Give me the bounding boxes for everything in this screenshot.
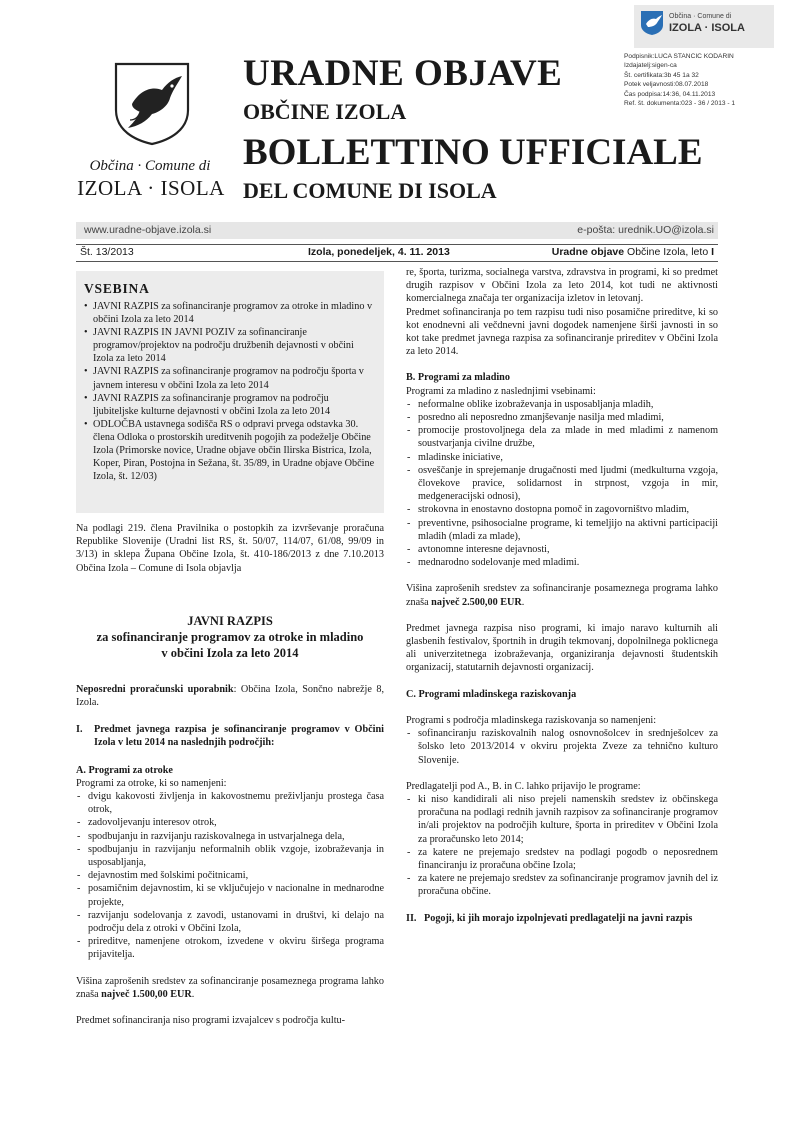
- list-item: - neformalne oblike izobraževanja in usposabljanja mladih,: [406, 398, 718, 411]
- events-paragraph: Predmet sofinanciranja po tem razpisu tudi niso posamične prireditve, ki so kot enodnevni ali večdnevni javni dogodek namenjene širši javnosti in so kot take predmet javnega razpisa za sofinanciranje prireditev v Občini Izola za leto 2014.: [406, 306, 718, 358]
- call-subtitle-2: v občini Izola za leto 2014: [161, 645, 299, 660]
- table-of-contents: [84, 300, 376, 483]
- divider-top: [76, 244, 718, 245]
- section-number: II.: [406, 912, 417, 924]
- signature-line: Potek veljavnosti:08.07.2018: [624, 81, 709, 89]
- signature-logo-icon: [640, 10, 664, 36]
- section-text: Predmet javnega razpisa je sofinanciranje programov v Občini Izola v letu 2014 na naslednjih področjih:: [94, 724, 384, 749]
- list-item: - zadovoljevanju interesov otrok,: [76, 816, 384, 829]
- list-item: - promocije prostovoljnega dela za mlade in med mladimi z namenom soustvarjanja civilne družbe,: [406, 424, 718, 450]
- digital-signature-info: [624, 52, 789, 108]
- table-of-contents-title: VSEBINA: [84, 281, 150, 296]
- call-title: JAVNI RAZPIS: [187, 613, 273, 628]
- list-item: - sofinanciranju raziskovalnih nalog osnovnošolcev in srednješolcev za šolsko leto 2013/2014 v okviru projekta Zveze za tehnično kulturo Slovenije.: [406, 727, 718, 767]
- amount-b-paragraph: [406, 582, 718, 608]
- amount-a-text: Višina zaprošenih sredstev za sofinanciranje posameznega programa lahko znaša: [76, 975, 384, 1000]
- amount-a-end: .: [191, 988, 195, 1000]
- list-item: - za katere ne prejemajo sredstev na podlagi pogodb o neposrednem financiranju iz proračuna občine Izola;: [406, 846, 718, 872]
- section-ii-heading: [406, 912, 718, 925]
- toc-item[interactable]: • JAVNI RAZPIS za sofinanciranje programov na področju športa v javnem interesu v občini Izola za leto 2014: [84, 365, 376, 391]
- toc-item[interactable]: • ODLOČBA ustavnega sodišča RS o odpravi prvega odstavka 30. člena Odloka o prostorskih ureditvenih pogojih za podeželje Občine Izola (Primorske novice, Uradne objave občin Ilirska Bistrica, Izola, Koper, Piran, Postojna in Sežana, št. 35/89, in Uradne objave Občine Izola, št. 12/03): [84, 418, 376, 483]
- toc-item[interactable]: • JAVNI RAZPIS za sofinanciranje programov na področju ljubiteljske kulturne dejavnosti v občini Izola za leto 2014: [84, 392, 376, 418]
- subsection-c-heading: C. Programi mladinskega raziskovanja: [406, 688, 577, 700]
- budget-user-paragraph: [76, 683, 384, 709]
- signature-line: Št. certifikata:3b 45 1a 32: [624, 71, 699, 79]
- publication-year: I: [711, 246, 714, 258]
- list-item: - posredno ali neposredno zmanjševanje nasilja med mladimi,: [406, 411, 718, 424]
- list-item: - ki niso kandidirali ali niso prejeli namenskih sredstev iz občinskega proračuna na podlagi rednih javnih razpisov za sofinanciranje programov in/ali projektov na področjih kulture, športa in prireditev v Občini Izola za proračunsko leto 2014;: [406, 793, 718, 846]
- exclusion-paragraph: Predmet sofinanciranja niso programi izvajalcev s področja kultu-: [76, 1015, 346, 1027]
- section-text: Pogoji, ki jih morajo izpolnjevati predlagatelji na javni razpis: [424, 912, 693, 924]
- budget-user-text: : Občina Izola, Sončno nabrežje 8, Izola.: [76, 683, 384, 709]
- amount-a-paragraph: [76, 975, 384, 1001]
- list-item: - preventivne, psihosocialne programe, ki temeljijo na aktivni participaciji mladih (mladi za mlade),: [406, 517, 718, 543]
- subsection-a-heading: A. Programi za otroke: [76, 764, 173, 776]
- subtitle-slovene: OBČINE IZOLA: [243, 99, 407, 124]
- list-item: - posamičnim dejavnostim, ki se vključujejo v nacionalne in mednarodne projekte,: [76, 882, 384, 908]
- toc-item[interactable]: • JAVNI RAZPIS za sofinanciranje programov za otroke in mladino v občini Izola za leto 2014: [84, 300, 376, 326]
- signature-logo-text-small: Občina · Comune di: [669, 13, 732, 20]
- title-italian: BOLLETTINO UFFICIALE: [243, 132, 703, 173]
- issue-date: Izola, ponedeljek, 4. 11. 2013: [308, 246, 450, 258]
- municipality-name: IZOLA · ISOLA: [77, 176, 225, 200]
- amount-b-end: .: [521, 596, 525, 608]
- list-item: - za katere ne prejemajo sredstev za sofinanciranje programov javnih del iz proračuna občine.: [406, 872, 718, 898]
- list-item: - spodbujanju in razvijanju raziskovalnega in ustvarjalnega dela,: [76, 830, 384, 843]
- issue-number: Št. 13/2013: [80, 246, 134, 258]
- toc-item[interactable]: • JAVNI RAZPIS IN JAVNI POZIV za sofinanciranje programov/projektov na področju družbenih dejavnosti v občini Izola za leto 2014: [84, 326, 376, 365]
- signature-line: Čas podpisa:14:36, 04.11.2013: [624, 90, 716, 98]
- subtitle-italian: DEL COMUNE DI ISOLA: [243, 178, 497, 203]
- budget-user-label: Neposredni proračunski uporabnik: [76, 683, 234, 695]
- continuation-paragraph: re, športa, turizma, socialnega varstva, zdravstva in programi, ki so predmet drugih razpisov v Občini Izola za leto 2014, kot tudi ne aktivnosti komercialnega značaja ter organizacija izletov in letovanj.: [406, 267, 718, 305]
- list-item: - mednarodno sodelovanje med mladimi.: [406, 556, 718, 569]
- publication-year-label: Občine Izola, leto: [624, 246, 712, 258]
- contact-bar: [76, 222, 718, 239]
- list-item: - osveščanje in sprejemanje drugačnosti med ljudmi (medkulturna vzgoja, človekove pravice, solidarnost in strpnost, vzgoja in mir, medgeneracijski odnosi),: [406, 464, 718, 504]
- section-i-heading: [76, 723, 384, 749]
- divider-bottom: [76, 261, 718, 262]
- signature-line: Podpisnik:LUCA STANCIC KODARIN: [624, 53, 734, 60]
- festival-exclusion-paragraph: Predmet javnega razpisa niso programi, ki imajo naravo kulturnih ali glasbenih festivalov, športnih in drugih tekmovanj, dopolnilnega poklicnega ali univerzitetnega izobraževanja, organiziranja dejavnosti študentskih organizacij, statutarnih dejavnosti organizacij.: [406, 622, 718, 674]
- publication-name: Uradne objave: [551, 246, 625, 258]
- publication-label: [552, 246, 714, 258]
- intro-paragraph: Na podlagi 219. člena Pravilnika o postopkih za izvrševanje proračuna Republike Slovenije (Uradni list RS, št. 50/07, 114/07, 61/08, 99/09 in 3/13) in sklepa Župana Občine Izola, št. 410-186/2013 z dne 7.10.2013 Občina Izola – Comune di Isola objavlja: [76, 523, 384, 574]
- amount-b-text: Višina zaprošenih sredstev za sofinanciranje posameznega programa lahko znaša: [406, 583, 718, 608]
- subsection-b-intro: Programi za mladino z naslednjimi vsebinami:: [406, 385, 596, 397]
- municipality-name-italic: Občina · Comune di: [89, 158, 211, 174]
- website-link[interactable]: www.uradne-objave.izola.si: [84, 224, 212, 236]
- list-item: - razvijanju sodelovanja z zavodi, ustanovami in društvi, ki delajo na področju dela z otroki v Občini Izola,: [76, 909, 384, 935]
- list-item: - mladinske iniciative,: [406, 451, 718, 464]
- list-item: - dejavnostim med šolskimi počitnicami,: [76, 869, 384, 882]
- coat-of-arms-icon: [112, 60, 192, 146]
- list-item: - dvigu kakovosti življenja in kakovostnemu preživljanju prostega časa otrok,: [76, 790, 384, 816]
- section-number: I.: [76, 724, 83, 736]
- call-subtitle-1: za sofinanciranje programov za otroke in mladino: [96, 629, 364, 644]
- subsection-c-intro: Programi s področja mladinskega raziskovanja so namenjeni:: [406, 714, 657, 726]
- list-item: - spodbujanju in razvijanju neformalnih oblik vzgoje, izobraževanja in usposabljanja,: [76, 843, 384, 869]
- subsection-a-intro: Programi za otroke, ki so namenjeni:: [76, 777, 227, 789]
- list-item: - prireditve, namenjene otrokom, izvedene v okviru širšega programa prijavitelja.: [76, 935, 384, 961]
- list-item: - strokovna in enostavno dostopna pomoč in zagovorništvo mladim,: [406, 503, 718, 516]
- signature-line: Ref. št. dokumenta:023 - 36 / 2013 - 1: [624, 100, 736, 108]
- signature-logo-text: IZOLA · ISOLA: [669, 22, 745, 34]
- email-link[interactable]: e-pošta: urednik.UO@izola.si: [577, 224, 714, 236]
- subsection-b-heading: B. Programi za mladino: [406, 372, 510, 384]
- left-column: [76, 522, 384, 1027]
- amount-b-value: največ 2.500,00 EUR: [431, 596, 522, 608]
- issue-info-line: [76, 246, 718, 260]
- right-column: [406, 266, 718, 925]
- amount-a-value: največ 1.500,00 EUR: [101, 988, 192, 1000]
- title-slovene: URADNE OBJAVE: [243, 53, 563, 94]
- applicants-intro: Predlagatelji pod A., B. in C. lahko prijavijo le programe:: [406, 780, 641, 792]
- signature-line: Izdajatelj:sigen-ca: [624, 62, 677, 70]
- list-item: - avtonomne interesne dejavnosti,: [406, 543, 718, 556]
